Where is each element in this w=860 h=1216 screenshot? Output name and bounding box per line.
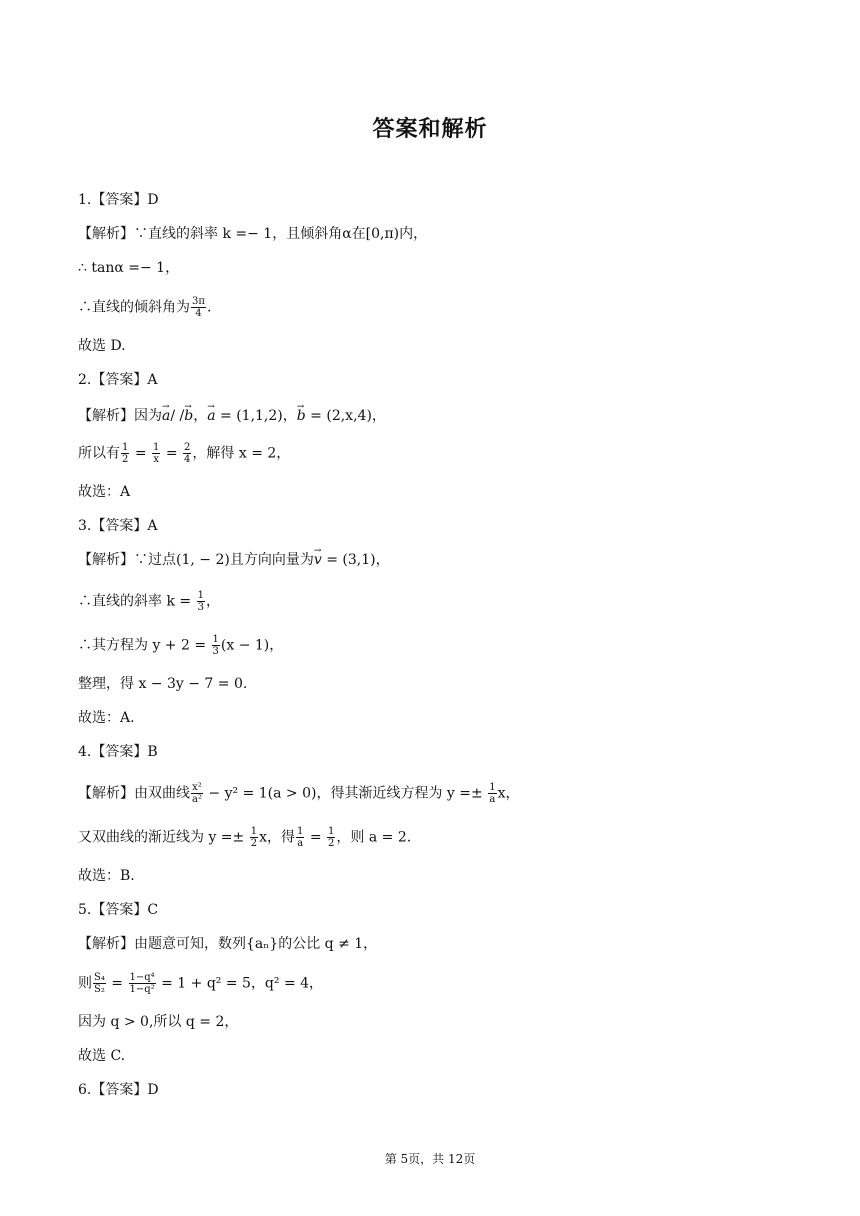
fraction [93, 972, 106, 995]
denominator: 2 [250, 838, 258, 849]
text: 所以有 [78, 445, 120, 462]
denominator: 2 [328, 838, 335, 849]
analysis-4-line-2 [78, 826, 411, 849]
analysis-3-line-5: 故选：A. [78, 710, 135, 726]
text: − y² = 1(a > 0)，得其渐近线方程为 y =± [203, 785, 488, 802]
fraction [296, 826, 304, 849]
numerator: 1 [250, 826, 258, 837]
denominator: 3 [212, 646, 219, 657]
analysis-5-line-1: 【解析】由题意可知，数列{aₙ}的公比 q ≠ 1， [78, 936, 378, 952]
vector-b: → b [297, 406, 306, 426]
numerator: S₄ [94, 972, 105, 983]
denominator: a² [192, 794, 202, 805]
text: ，解得 x = 2， [192, 445, 291, 462]
analysis-5-line-3: 因为 q > 0,所以 q = 2， [78, 1014, 239, 1030]
text: x，得 [259, 829, 296, 846]
fraction [152, 442, 160, 465]
text: = (1,1,2)， [215, 408, 297, 424]
numerator: 1 [489, 782, 496, 793]
analysis-3-line-3 [78, 634, 283, 657]
analysis-5-line-4: 故选 C. [78, 1048, 126, 1064]
analysis-5-line-2 [78, 972, 323, 995]
analysis-2-line-2 [78, 442, 290, 465]
vector-a: → a [207, 406, 215, 426]
text: . [206, 299, 212, 316]
analysis-2-line-1 [78, 406, 386, 426]
answer-6: 6.【答案】D [78, 1082, 159, 1098]
numerator: 2 [184, 442, 191, 453]
fraction [212, 634, 220, 657]
analysis-1-line-1: 【解析】∵直线的斜率 k =− 1，且倾斜角α在[0,π)内， [78, 226, 428, 242]
numerator: 1 [297, 826, 304, 837]
denominator: 3 [197, 602, 204, 613]
analysis-4-line-1 [78, 782, 520, 805]
answer-4: 4.【答案】B [78, 744, 158, 760]
text: x， [497, 785, 520, 802]
denominator: 4 [184, 454, 191, 465]
text: 则 [78, 975, 92, 992]
denominator: x [153, 454, 160, 465]
text: ，则 a = 2. [336, 829, 412, 846]
vector-b: → b [184, 406, 193, 426]
answer-5: 5.【答案】C [78, 902, 159, 918]
analysis-3-line-1 [78, 550, 390, 570]
denominator: 1−q² [129, 984, 155, 995]
text: = [130, 445, 152, 462]
denominator: a [297, 838, 304, 849]
fraction [191, 782, 203, 805]
analysis-1-line-2: ∴ tanα =− 1， [78, 260, 180, 276]
numerator: 1 [197, 590, 204, 601]
page-footer: 第 5页，共 12页 [384, 1152, 476, 1166]
text: = [161, 445, 183, 462]
numerator: 3π [192, 296, 205, 307]
denominator: S₂ [94, 984, 105, 995]
numerator: 1 [153, 442, 160, 453]
text: = 1 + q² = 5，q² = 4， [156, 975, 324, 992]
page-title: 答案和解析 [372, 117, 488, 142]
answer-2: 2.【答案】A [78, 372, 158, 388]
numerator: x² [192, 782, 202, 793]
text: = [305, 829, 327, 846]
text: ∴直线的倾斜角为 [78, 299, 190, 316]
numerator: 1−q⁴ [129, 972, 155, 983]
analysis-3-line-4: 整理，得 x − 3y − 7 = 0. [78, 676, 248, 692]
denominator: 4 [195, 308, 202, 319]
denominator: 2 [122, 454, 129, 465]
numerator: 1 [328, 826, 335, 837]
fraction [250, 826, 258, 849]
fraction [191, 296, 206, 319]
answer-1: 1.【答案】D [78, 192, 159, 208]
fraction [121, 442, 129, 465]
text: 【解析】由双曲线 [78, 785, 190, 802]
analysis-1-line-3 [78, 296, 211, 319]
vector-a: → a [162, 406, 170, 426]
fraction [197, 590, 205, 613]
text: 【解析】∵过点(1, − 2)且方向向量为 [78, 552, 314, 568]
fraction [488, 782, 496, 805]
text: = (2,x,4)， [305, 408, 386, 424]
text: ， [193, 408, 208, 424]
numerator: 1 [212, 634, 219, 645]
analysis-4-line-3: 故选：B. [78, 868, 135, 884]
fraction [327, 826, 335, 849]
numerator: 1 [122, 442, 129, 453]
text: ， [205, 593, 220, 610]
text: = (3,1)， [321, 552, 390, 568]
text: = [106, 975, 128, 992]
text: 又双曲线的渐近线为 y =± [78, 829, 249, 846]
text: ∴直线的斜率 k = [78, 593, 196, 610]
analysis-1-line-4: 故选 D. [78, 338, 126, 354]
text: / / [170, 408, 185, 424]
fraction [129, 972, 156, 995]
text: (x − 1)， [220, 637, 284, 654]
text: 【解析】因为 [78, 408, 162, 424]
analysis-3-line-2 [78, 590, 220, 613]
answer-3: 3.【答案】A [78, 518, 158, 534]
text: ∴其方程为 y + 2 = [78, 637, 211, 654]
denominator: a [489, 794, 496, 805]
analysis-2-line-3: 故选：A [78, 484, 131, 500]
fraction [183, 442, 191, 465]
vector-v: → v [314, 550, 322, 570]
